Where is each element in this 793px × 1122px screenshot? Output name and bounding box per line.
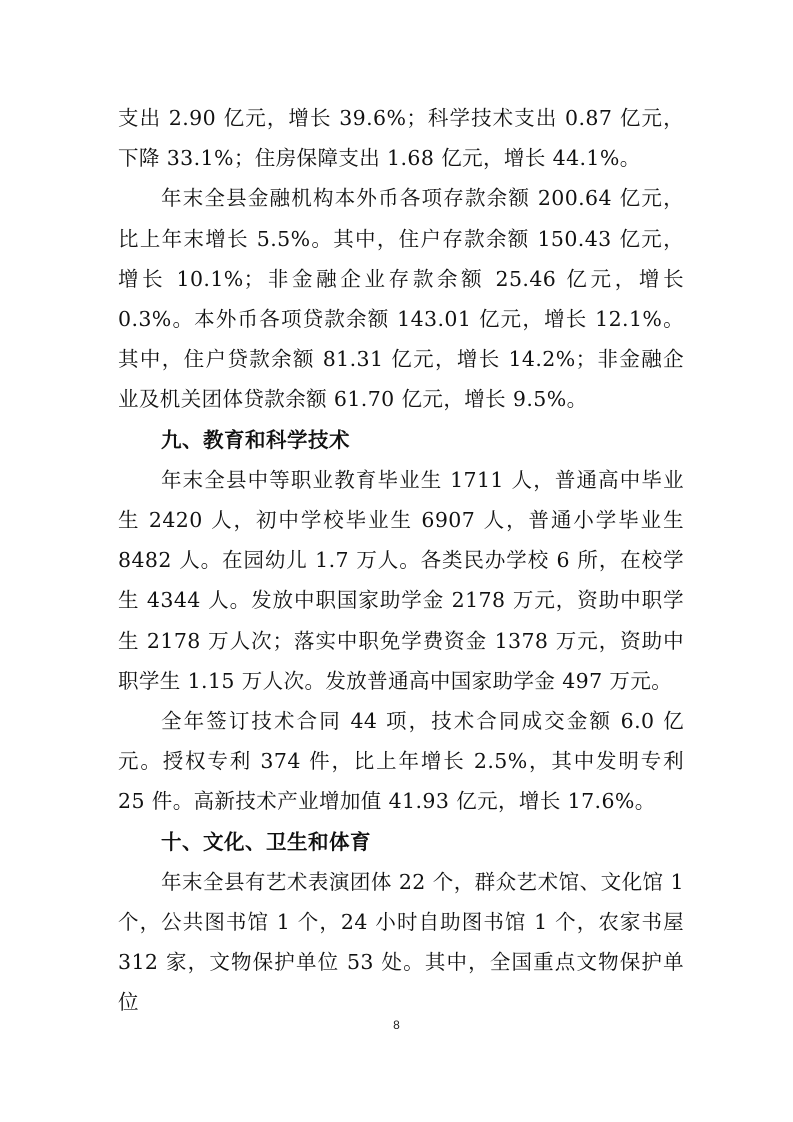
page-number: 8	[393, 1018, 400, 1032]
paragraph-education-statistics: 年末全县中等职业教育毕业生 1711 人，普通高中毕业生 2420 人，初中学校毕业生 6907 人，普通小学毕业生 8482 人。在园幼儿 1.7 万人。各类民办学校 6 所，在校学生 4344 人。发放中职国家助学金 2178 万元，资助中职学生 2178 万人次；落实中职免学费资金 1378 万元，资助中职学生 1.15 万人次。发放普通高中国家助学金 497 万元。	[118, 467, 684, 693]
paragraph-culture-facilities: 年末全县有艺术表演团体 22 个，群众艺术馆、文化馆 1 个，公共图书馆 1 个，24 小时自助图书馆 1 个，农家书屋 312 家，文物保护单位 53 处。其中，全国重点文物保护单位	[118, 869, 684, 1015]
section-heading-culture-health-sports: 十、文化、卫生和体育	[161, 829, 371, 854]
section-heading-education-science: 九、教育和科学技术	[161, 427, 350, 452]
paragraph-financial-deposits-loans: 年末全县金融机构本外币各项存款余额 200.64 亿元，比上年末增长 5.5%。其中，住户存款余额 150.43 亿元，增长 10.1%；非金融企业存款余额 25.46 亿元，增长 0.3%。本外币各项贷款余额 143.01 亿元，增长 12.1%。其中，住户贷款余额 81.31 亿元，增长 14.2%；非金融企业及机关团体贷款余额 61.70 亿元，增长 9.5%。	[118, 186, 684, 412]
page-body	[118, 98, 684, 1023]
paragraph-fiscal-expenditure: 支出 2.90 亿元，增长 39.6%；科学技术支出 0.87 亿元，下降 33.1%；住房保障支出 1.68 亿元，增长 44.1%。	[118, 106, 684, 171]
paragraph-technology-patents: 全年签订技术合同 44 项，技术合同成交金额 6.0 亿元。授权专利 374 件，比上年增长 2.5%，其中发明专利 25 件。高新技术产业增加值 41.93 亿元，增长 17.6%。	[118, 709, 684, 814]
